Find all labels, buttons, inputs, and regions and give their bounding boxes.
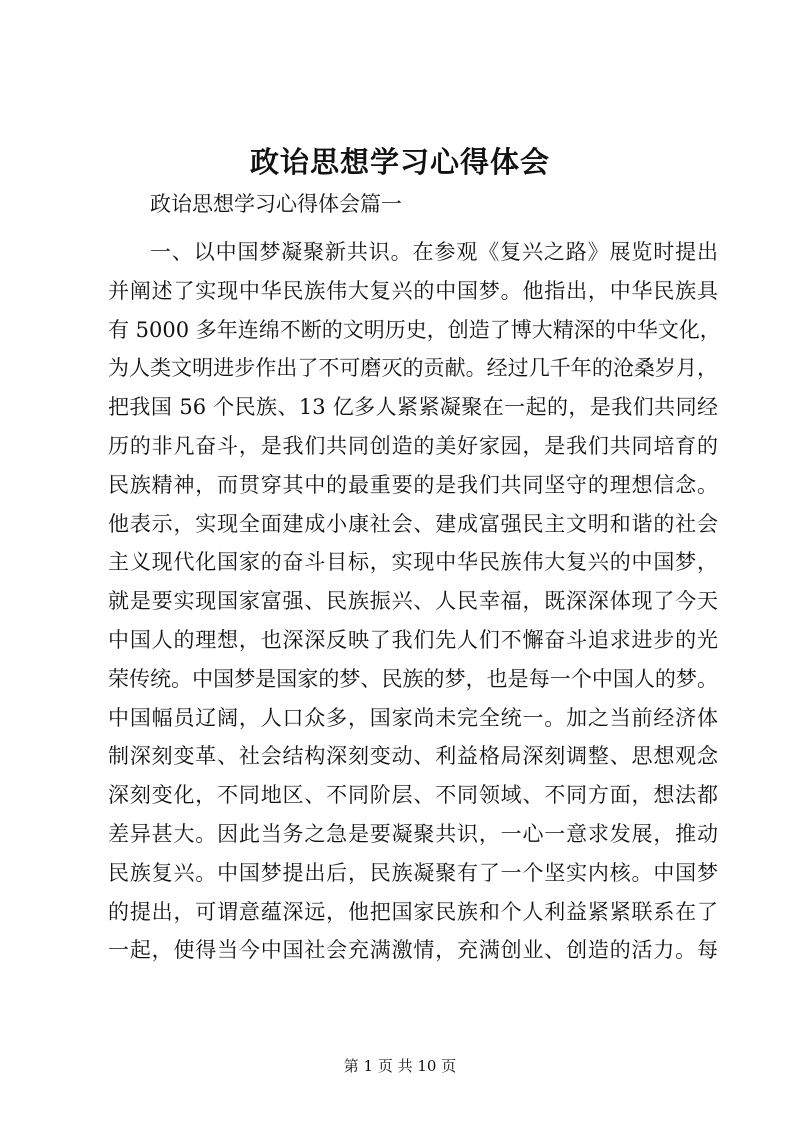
body-line: 一、以中国梦凝聚新共识。在参观《复兴之路》展览时提出 — [150, 240, 718, 264]
body-line: 民族精神，而贯穿其中的最重要的是我们共同坚守的理想信念。 — [108, 472, 718, 497]
body-line: 中国幅员辽阔，人口众多，国家尚未完全统一。加之当前经济体 — [108, 705, 718, 730]
body-line: 他表示，实现全面建成小康社会、建成富强民主文明和谐的社会 — [108, 511, 718, 536]
body-line: 中国人的理想，也深深反映了我们先人们不懈奋斗追求进步的光 — [108, 627, 718, 652]
body-line: 主义现代化国家的奋斗目标，实现中华民族伟大复兴的中国梦， — [108, 550, 718, 575]
section-heading: 政诒思想学习心得体会篇一 — [150, 192, 402, 216]
body-line: 荣传统。中国梦是国家的梦、民族的梦，也是每一个中国人的梦。 — [108, 666, 718, 691]
body-line: 有 5000 多年连绵不断的文明历史，创造了博大精深的中华文化， — [108, 317, 721, 342]
body-line: 一起，使得当今中国社会充满激情，充满创业、创造的活力。每 — [108, 938, 718, 963]
body-line: 民族复兴。中国梦提出后，民族凝聚有了一个坚实内核。中国梦 — [108, 860, 718, 885]
body-line: 深刻变化，不同地区、不同阶层、不同领域、不同方面，想法都 — [108, 783, 718, 808]
body-text — [108, 233, 721, 970]
body-line: 把我国 56 个民族、13 亿多人紧紧凝聚在一起的，是我们共同经 — [108, 395, 718, 420]
document-title: 政诒思想学习心得体会 — [249, 145, 550, 179]
page-number-footer: 第 1 页 共 10 页 — [343, 1057, 457, 1075]
body-line: 就是要实现国家富强、民族振兴、人民幸福，既深深体现了今天 — [108, 589, 718, 614]
body-line: 的提出，可谓意蕴深远，他把国家民族和个人利益紧紧联系在了 — [108, 899, 718, 924]
body-line: 为人类文明进步作出了不可磨灭的贡献。经过几千年的沧桑岁月， — [108, 356, 718, 381]
body-line: 差异甚大。因此当务之急是要凝聚共识，一心一意求发展，推动 — [108, 821, 718, 846]
body-line: 历的非凡奋斗，是我们共同创造的美好家园，是我们共同培育的 — [108, 433, 718, 458]
body-line: 制深刻变革、社会结构深刻变动、利益格局深刻调整、思想观念 — [108, 744, 718, 769]
body-line: 并阐述了实现中华民族伟大复兴的中国梦。他指出，中华民族具 — [108, 278, 718, 303]
